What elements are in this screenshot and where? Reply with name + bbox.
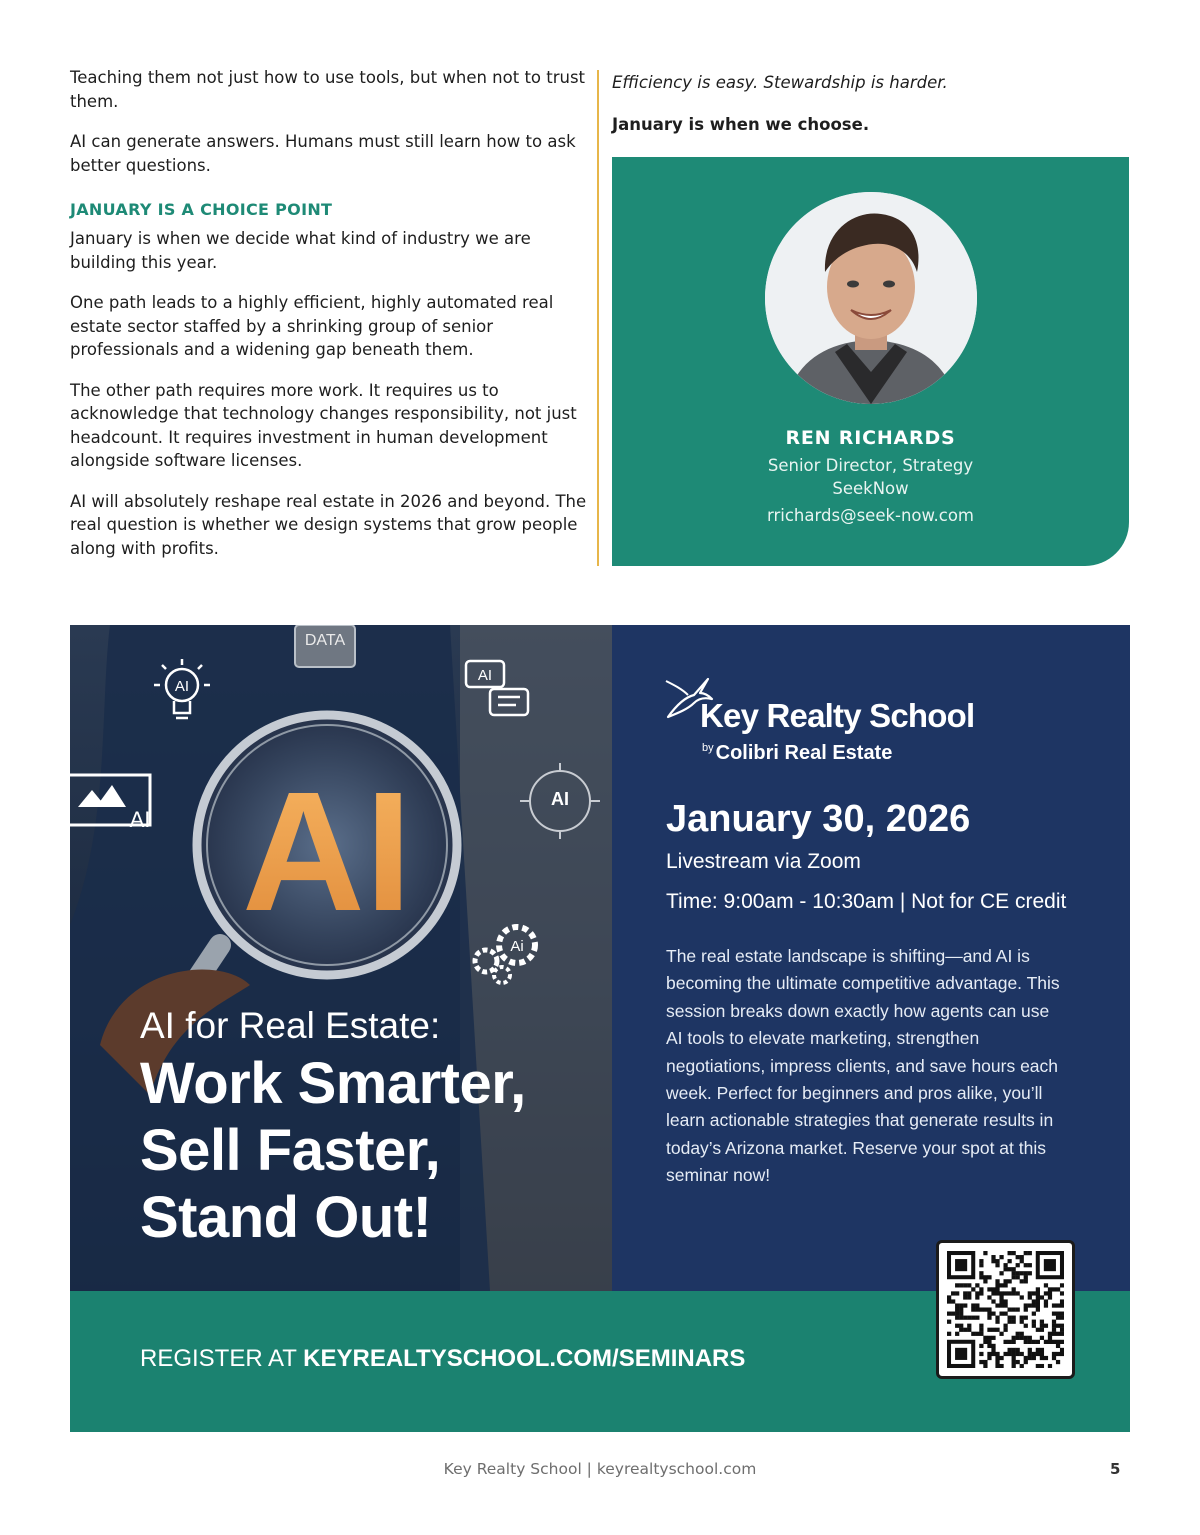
register-text[interactable]	[140, 1345, 745, 1373]
brand-by: by	[702, 742, 714, 755]
page-number: 5	[1110, 1460, 1121, 1478]
article-right-column	[612, 70, 1132, 138]
article-paragraph: January is when we decide what kind of industry we are building this year.	[70, 229, 531, 272]
page-footer: Key Realty School | keyrealtyschool.com	[443, 1460, 757, 1478]
closing-italic-line: Efficiency is easy. Stewardship is harder.	[612, 73, 948, 92]
ad-photo	[70, 625, 612, 1291]
event-time: Time: 9:00am - 10:30am | Not for CE credit	[666, 890, 1067, 913]
register-url[interactable]: KEYREALTYSCHOOL.COM/SEMINARS	[303, 1345, 746, 1372]
gear-ai-text: Ai	[510, 938, 524, 955]
ad-headline-big	[140, 1050, 600, 1251]
event-date: January 30, 2026	[666, 798, 971, 840]
data-tag-text: DATA	[304, 632, 346, 649]
column-divider	[597, 70, 599, 566]
register-prefix: REGISTER AT	[140, 1345, 304, 1372]
closing-bold-line: January is when we choose.	[612, 115, 870, 134]
image-ai-text: AI	[129, 807, 151, 832]
section-heading: JANUARY IS A CHOICE POINT	[70, 200, 333, 219]
qr-code-icon	[947, 1251, 1064, 1368]
avatar	[765, 192, 977, 404]
author-card	[612, 157, 1129, 566]
headline-line: Sell Faster,	[140, 1118, 441, 1183]
event-mode: Livestream via Zoom	[666, 850, 861, 873]
headline-line: Work Smarter,	[140, 1051, 526, 1116]
author-company: SeekNow	[832, 479, 909, 498]
author-title: Senior Director, Strategy	[767, 456, 974, 475]
article-paragraph: The other path requires more work. It requires us to acknowledge that technology changes responsibility, not just headcount. It requires investment in human development alongside software licenses.	[70, 380, 577, 470]
author-name: REN RICHARDS	[785, 427, 956, 449]
qr-code[interactable]	[936, 1240, 1075, 1379]
seminar-ad[interactable]	[70, 625, 1130, 1432]
brand-name: Key Realty School	[700, 697, 975, 734]
brain-ai-text: AI	[551, 789, 569, 809]
article-paragraph: Teaching them not just how to use tools, but when not to trust them.	[70, 68, 586, 111]
chat-ai-text: AI	[477, 667, 493, 684]
author-portrait-icon	[765, 192, 977, 404]
lightbulb-ai-text: AI	[174, 678, 190, 695]
event-description: The real estate landscape is shifting—and AI is becoming the ultimate competitive advantage. This session breaks down exactly how agents can use AI tools to elevate marketing, strengthen negotiations, impress clients, and save hours each week. Perfect for beginners and pros alike, you’ll learn actionable strategies that generate results in today’s Arizona market. Reserve your spot at this seminar now!	[666, 946, 1060, 1186]
brand-subtitle	[702, 742, 892, 765]
ad-headline-small: AI for Real Estate:	[140, 1005, 441, 1046]
ad-info-panel	[612, 625, 1130, 1291]
author-email[interactable]: rrichards@seek-now.com	[767, 506, 974, 525]
magnified-ai-text: AI	[242, 757, 412, 947]
brand-sub-name: Colibri Real Estate	[715, 742, 893, 764]
article-left-column	[70, 66, 590, 577]
article-paragraph: AI can generate answers. Humans must still learn how to ask better questions.	[70, 132, 576, 175]
article-paragraph: AI will absolutely reshape real estate in 2026 and beyond. The real question is whether we design systems that grow people along with profits.	[70, 491, 587, 558]
article-paragraph: One path leads to a highly efficient, highly automated real estate sector staffed by a shrinking group of senior professionals and a widening gap beneath them.	[70, 293, 554, 359]
headline-line: Stand Out!	[140, 1185, 432, 1250]
